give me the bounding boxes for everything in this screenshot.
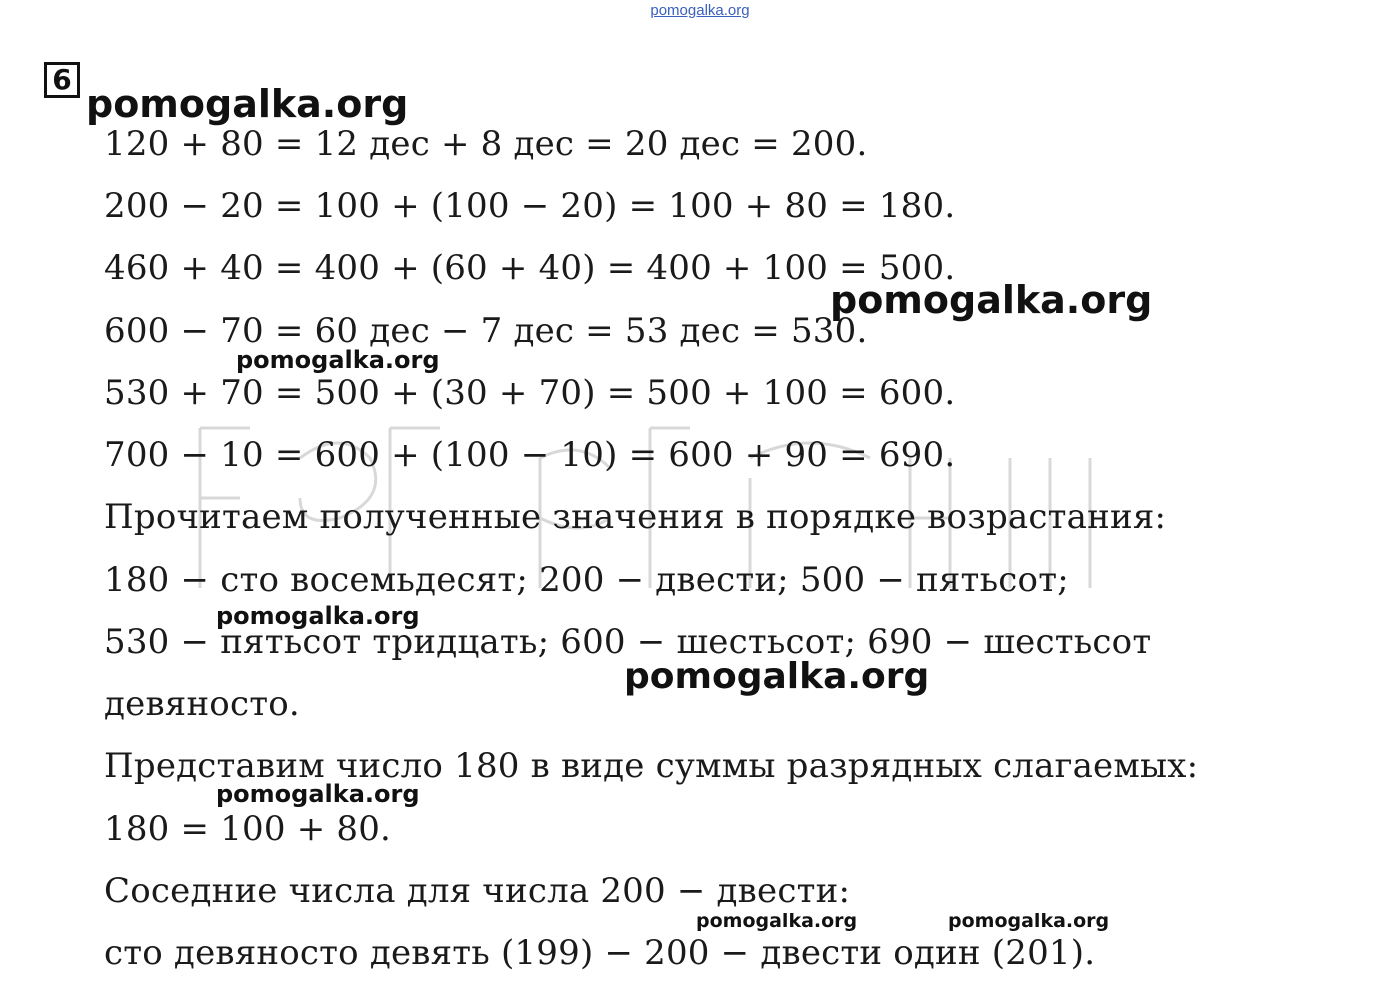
text-line-neighbors-values: сто девяносто девять (199) − 200 − двести один (201). [104,933,1096,973]
equation-line-decomposition: 180 = 100 + 80. [104,809,392,849]
task-number-badge: 6 [44,62,80,98]
watermark: pomogalka.org [624,656,930,697]
watermark: pomogalka.org [216,780,420,808]
equation-line-1: 120 + 80 = 12 дес + 8 дес = 20 дес = 200. [104,124,868,164]
text-line-values-1: 180 − сто восемьдесят; 200 − двести; 500 − пятьсот; [104,560,1069,600]
watermark: pomogalka.org [86,82,409,126]
watermark: pomogalka.org [830,278,1153,322]
watermark: pomogalka.org [948,910,1110,932]
watermark: pomogalka.org [236,346,440,374]
text-line-read-ascending: Прочитаем полученные значения в порядке возрастания: [104,497,1167,537]
text-line-values-2: 530 − пятьсот тридцать; 600 − шестьсот; 690 − шестьсот [104,622,1152,662]
equation-line-4: 600 − 70 = 60 дес − 7 дес = 53 дес = 530. [104,311,868,351]
equation-line-6: 700 − 10 = 600 + (100 − 10) = 600 + 90 = 690. [104,435,956,475]
equation-line-3: 460 + 40 = 400 + (60 + 40) = 400 + 100 = 500. [104,248,956,288]
site-link[interactable]: pomogalka.org [650,2,750,19]
text-line-place-value: Представим число 180 в виде суммы разрядных слагаемых: [104,746,1199,786]
watermark: pomogalka.org [216,602,420,630]
text-line-values-3: девяносто. [104,684,300,724]
equation-line-2: 200 − 20 = 100 + (100 − 20) = 100 + 80 = 180. [104,186,956,226]
equation-line-5: 530 + 70 = 500 + (30 + 70) = 500 + 100 = 600. [104,373,956,413]
watermark: pomogalka.org [696,910,858,932]
text-line-neighbors: Соседние числа для числа 200 − двести: [104,871,851,911]
